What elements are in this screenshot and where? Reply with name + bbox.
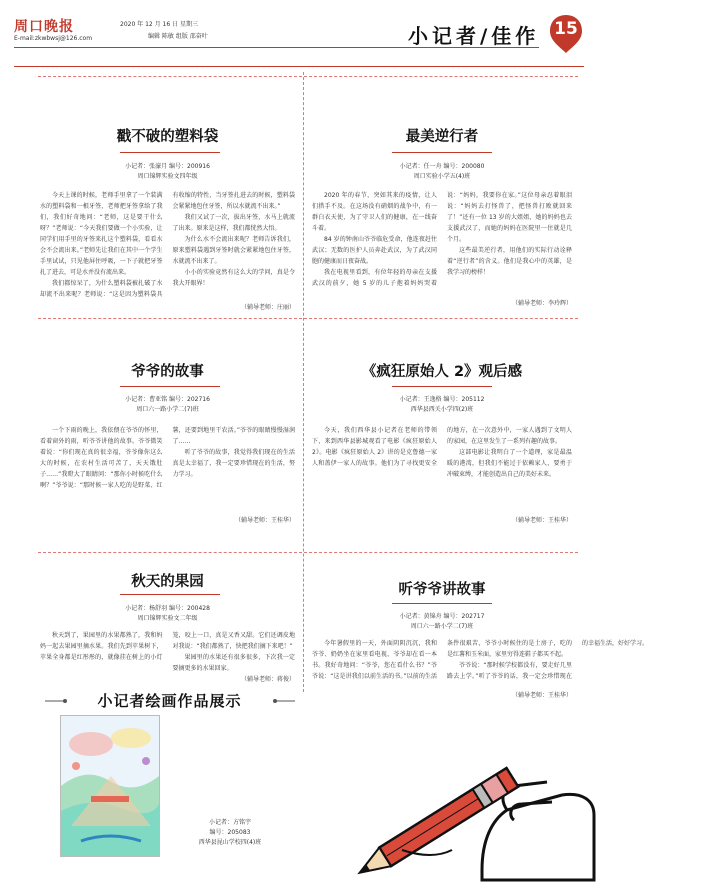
article-school: 周口锦辉实验文二年级 bbox=[137, 615, 198, 622]
article-byline: 小记者：曹亚铭 编号：202716 bbox=[125, 396, 210, 403]
article-advisor: （辅导老师：王桂华） bbox=[511, 692, 572, 699]
title-underline bbox=[120, 386, 220, 387]
article-title: 听爷爷讲故事 bbox=[398, 582, 486, 598]
article-byline: 小记者：黄锦舟 编号：202717 bbox=[399, 613, 485, 620]
showcase-title: 小记者绘画作品展示 bbox=[97, 692, 242, 710]
article-byline: 小记者：任一舟 编号：200080 bbox=[399, 163, 485, 170]
article-advisor: （辅导老师：王桂华） bbox=[511, 517, 572, 524]
article-school: 周口实验小学五(4)班 bbox=[413, 173, 471, 180]
header-rule-bottom bbox=[14, 66, 584, 67]
title-underline bbox=[120, 594, 220, 595]
newspaper-logo: 周口晚报 bbox=[14, 19, 74, 35]
article-body: 今天上课的时候，老师手里拿了一个装满水的塑料袋和一根牙签，老师把牙签拿给了我们，我们好奇地问：“老师，这是要干什么呀？”老师说：“今天我们要做一个小实验，让同学们用手里的牙签来扎这个塑料袋，看看水会不会流出来。”老师先让我们在其中一个学生手里试试，只见他屏住呼吸，一下子就把牙签扎了进去，可是水并没有流出来。 我们都惊呆了，为什么塑料袋被扎破了水却流不出来呢？老师说：“这是因为塑料袋具有收缩的特性，当牙签扎进去的时候，塑料袋会紧紧地包住牙签，所以水就流不出来。” 我们又试了一次，拔出牙签，水马上就流了出来。原来是这样，我们都恍然大悟。 为什么水不会流出来呢？老师告诉我们，原来塑料袋遇到牙签时就会紧紧地包住牙签，水就流不出来了。 小小的实验竟然有这么大的学问，真是令我大开眼界！ bbox=[40, 192, 295, 298]
article-advisor: （辅导老师：李玲辉） bbox=[511, 300, 572, 307]
hand-pencil-illustration bbox=[332, 700, 594, 880]
article-advisor: （辅导老师：蒋俊） bbox=[240, 676, 295, 683]
article-byline: 小记者：杨舒羽 编号：200428 bbox=[125, 605, 210, 612]
title-underline bbox=[120, 152, 220, 153]
article-school: 周口锦辉实验文四年级 bbox=[137, 173, 198, 180]
article-body: 秋天到了，果园里的水果都熟了，我和妈妈一起去果园里摘水果。我们先到苹果树下，苹果全身都是红彤彤的，就像挂在树上的小灯笼，咬上一口，真是又香又甜。它们还调皮地对我说：“我们都熟了，快把我们摘下来吧！” 果园里的水果还有很多很多，下次我一定要摘更多的水果回家。 bbox=[40, 632, 295, 672]
article-byline: 小记者：王逸格 编号：205112 bbox=[399, 396, 485, 403]
ornament-left bbox=[45, 698, 65, 704]
title-underline bbox=[392, 603, 492, 604]
email[interactable]: E-mail:zkwbwsj@126.com bbox=[14, 35, 93, 42]
row-divider bbox=[38, 76, 578, 77]
article-byline: 小记者：张濠月 编号：200916 bbox=[125, 163, 210, 170]
article-school: 周口六一路小学二(7)班 bbox=[410, 623, 474, 630]
row-divider bbox=[38, 318, 578, 319]
article-title: 秋天的果园 bbox=[131, 574, 204, 590]
title-underline bbox=[392, 152, 492, 153]
issue-date: 2020 年 12 月 16 日 星期三 bbox=[120, 21, 198, 28]
article-body: 一个下雨的晚上，我依偎在爷爷的怀里，看着窗外的雨，听爷爷讲他的故事。爷爷微笑着说：“你们现在真的很幸福，爷爷像你这么大的时候，在农村生活可苦了，天天饿肚子……”我瞪大了眼睛问：“那你小时候吃什么啊？”爷爷说：“那时候一家人吃的是野菜、红薯，还要到地里干农活。”爷爷的眼睛慢慢湿润了…… 听了爷爷的故事，我觉得我们现在的生活真是太幸福了，我一定要珍惜现在的生活，努力学习。 bbox=[40, 427, 295, 489]
header-rule bbox=[14, 47, 539, 48]
drawing-caption: 小记者：方铭宇 编号：205083 西华县昆山学校四(4)班 bbox=[198, 819, 262, 846]
row-divider bbox=[38, 552, 578, 553]
column-divider bbox=[303, 72, 304, 692]
section-title: 小记者/佳作 bbox=[408, 24, 540, 48]
child-drawing bbox=[60, 715, 160, 857]
article-body: 2020 年的春节，突如其来的疫情，让人们措手不及。在这场没有硝烟的战争中，有一群白衣天使，为了守卫人们的健康，在一线奋斗着。 84 岁的钟南山爷爷临危受命，他连夜赶往武汉；无数的医护人员奔赴武汉，为了武汉同胞的健康而日夜奋战。 我在电视里看到，有位年轻的母亲在支援武汉的前夕，她 5 岁的儿子抱着妈妈哭着说：“妈妈，我要你在家。”这位母亲忍着眼泪说：“妈妈去打怪兽了，把怪兽打败就回来了！”还有一位 13 岁的大姐姐，她的妈妈也去支援武汉了，而她的妈妈在医院里一住就是几个月。 这些最美逆行者，用他们的实际行动诠释着“逆行者”的含义。他们是我心中的英雄，是我学习的榜样！ bbox=[312, 192, 572, 287]
article-title: 戳不破的塑料袋 bbox=[116, 129, 219, 145]
article-title: 《疯狂原始人 2》观后感 bbox=[361, 364, 523, 380]
article-body: 今天，我们西华县小记者在老师的带领下，来到西华县影城观看了电影《疯狂原始人 2》。电影《疯狂原始人 2》讲的是克鲁德一家人和盖伊一家人的故事。他们为了寻找更安全的地方，在一次意外中，一家人遇到了文明人的家园，在这里发生了一系列有趣的故事。 这部电影让我明白了一个道理，家是最温暖的港湾，但我们不能过于依赖家人，要勇于冲破束缚，才能创造出自己的美好未来。 bbox=[312, 427, 572, 478]
article-school: 周口六一路小学二(7)班 bbox=[136, 406, 199, 413]
page-header bbox=[0, 0, 600, 75]
article-title: 最美逆行者 bbox=[405, 129, 479, 145]
article-body: 今年暑假里的一天，外面阴阴沉沉，我和爷爷、奶奶坐在家里看电视，爷爷却在看一本书。我好奇地问：“爷爷，您在看什么书？”爷爷说：“这是讲我们以前生活的书。”以前的生活条件很艰苦，爷爷小时候住的是土房子，吃的是红薯和玉米面，家里穷得连鞋子都买不起。 爷爷说：“那时候学校都没有，要走好几里路去上学。”听了爷爷的话，我一定会珍惜现在的幸福生活，好好学习。 bbox=[312, 640, 649, 680]
ornament-right bbox=[275, 698, 295, 704]
article-title: 爷爷的故事 bbox=[131, 364, 204, 380]
page-number-badge bbox=[548, 13, 584, 55]
title-underline bbox=[392, 386, 492, 387]
article-advisor: （辅导老师：庄丽） bbox=[240, 304, 295, 311]
article-advisor: （辅导老师：王桂华） bbox=[234, 517, 295, 524]
article-school: 西华县西关小学四(2)班 bbox=[410, 406, 474, 413]
editors: 编辑 陈敏 组版 邵奋叶 bbox=[148, 33, 208, 40]
page-number: 15 bbox=[554, 19, 578, 39]
